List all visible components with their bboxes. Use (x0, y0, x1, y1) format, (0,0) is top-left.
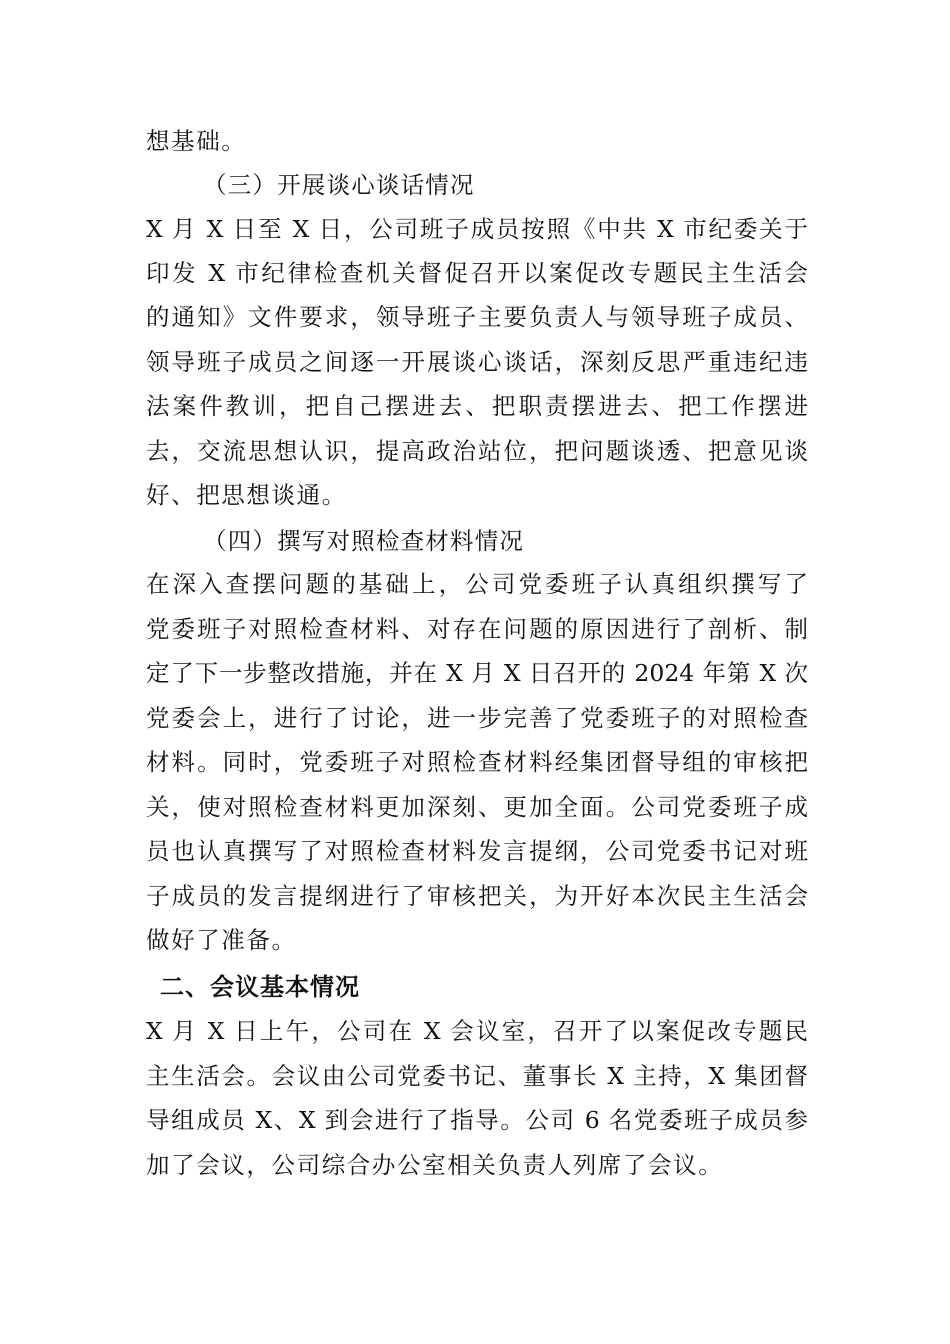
paragraph-line: 子成员的发言提纲进行了审核把关，为开好本次民主生活会 (146, 882, 808, 910)
paragraph-line: 主生活会。会议由公司党委书记、董事长 X 主持，X 集团督 (146, 1062, 808, 1090)
paragraph-line: X 月 X 日上午，公司在 X 会议室，召开了以案促改专题民 (146, 1017, 808, 1045)
paragraph-line: 的通知》文件要求，领导班子主要负责人与领导班子成员、 (146, 303, 808, 331)
paragraph-line: 材料。同时，党委班子对照检查材料经集团督导组的审核把 (146, 748, 808, 776)
paragraph-line: 法案件教训，把自己摆进去、把职责摆进去、把工作摆进 (146, 392, 808, 420)
part2-heading: 二、会议基本情况 (160, 973, 360, 1001)
paragraph-line: 党委班子对照检查材料、对存在问题的原因进行了剖析、制 (146, 615, 808, 643)
paragraph-line: X 月 X 日至 X 日，公司班子成员按照《中共 X 市纪委关于 (146, 215, 808, 243)
paragraph-line: 在深入查摆问题的基础上，公司党委班子认真组织撰写了 (146, 570, 808, 598)
paragraph-line: 领导班子成员之间逐一开展谈心谈话，深刻反思严重违纪违 (146, 348, 808, 376)
intro-tail-line: 想基础。 (146, 127, 247, 155)
section4-title: （四）撰写对照检查材料情况 (203, 527, 525, 555)
paragraph-line: 党委会上，进行了讨论，进一步完善了党委班子的对照检查 (146, 704, 808, 732)
paragraph-line: 印发 X 市纪律检查机关督促召开以案促改专题民主生活会 (146, 259, 808, 287)
section3-title: （三）开展谈心谈话情况 (203, 171, 475, 199)
paragraph-line: 去，交流思想认识，提高政治站位，把问题谈透、把意见谈 (146, 437, 808, 465)
paragraph-line: 导组成员 X、X 到会进行了指导。公司 6 名党委班子成员参 (146, 1106, 808, 1134)
paragraph-line: 定了下一步整改措施，并在 X 月 X 日召开的 2024 年第 X 次 (146, 659, 808, 687)
paragraph-line: 加了会议，公司综合办公室相关负责人列席了会议。 (146, 1151, 724, 1179)
paragraph-line: 员也认真撰写了对照检查材料发言提纲，公司党委书记对班 (146, 837, 808, 865)
paragraph-line: 关，使对照检查材料更加深刻、更加全面。公司党委班子成 (146, 793, 808, 821)
paragraph-line: 好、把思想谈通。 (146, 481, 347, 509)
paragraph-line: 做好了准备。 (146, 926, 297, 954)
